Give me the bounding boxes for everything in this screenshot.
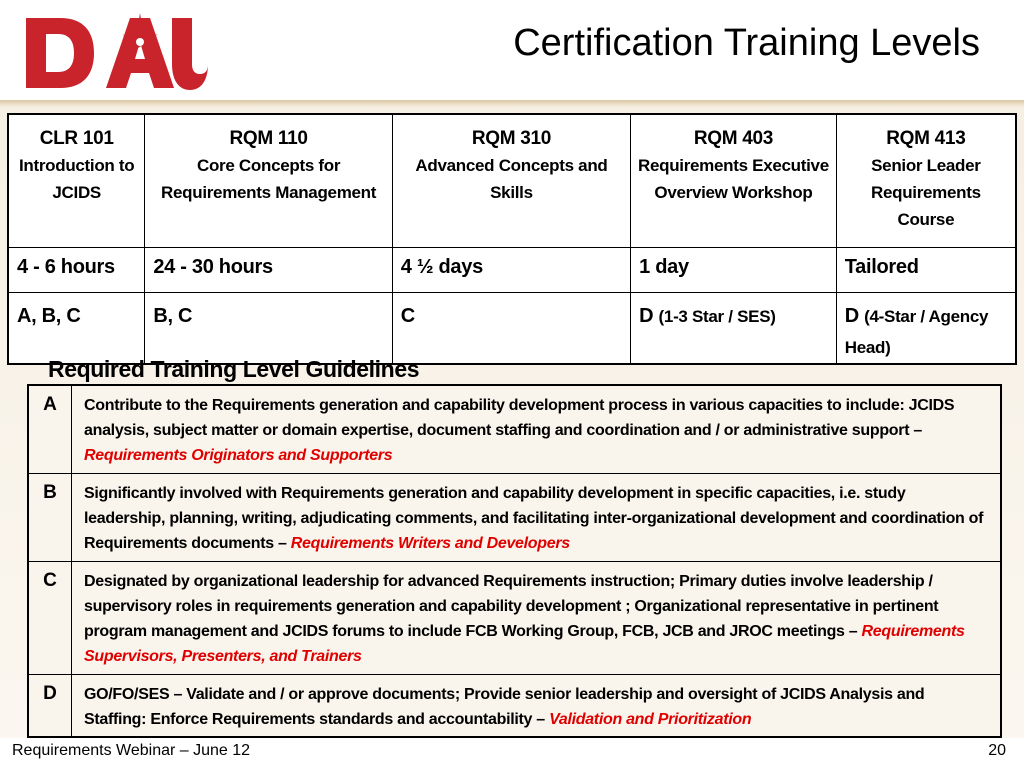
course-cell xyxy=(392,114,630,248)
course-code: RQM 413 xyxy=(886,128,966,149)
guidelines-table xyxy=(27,384,1002,738)
footer-title: Requirements Webinar – June 12 xyxy=(12,742,251,759)
guideline-description: Contribute to the Requirements generation and capability development process in various capacities to include: JCIDS analysis, subject matter or domain expertise, document staffing and coordination and / or administrative support – xyxy=(84,397,955,439)
guideline-description: Designated by organizational leadership for advanced Requirements instruction; Primary duties involve leadership / supervisory roles in requirements generation and capability development ; Organizational representative in pertinent program management and JCIDS forums to include FCB Working Group, FCB, JCB and JROC meetings – xyxy=(84,572,939,640)
level-cell xyxy=(631,293,837,365)
duration-cell: 24 - 30 hours xyxy=(145,248,392,293)
guideline-role: Requirements Supervisors, Presenters, and Trainers xyxy=(84,622,965,665)
course-cell xyxy=(836,114,1016,248)
duration-cell: 1 day xyxy=(631,248,837,293)
course-cell xyxy=(631,114,837,248)
course-code: RQM 403 xyxy=(693,128,774,149)
level-cell xyxy=(836,293,1016,365)
level-row xyxy=(8,293,1016,365)
level-cell xyxy=(392,293,630,365)
course-levels-table xyxy=(7,113,1017,365)
header-divider xyxy=(0,100,1024,108)
level-value: D xyxy=(639,305,654,327)
guideline-letter: D xyxy=(28,674,72,737)
guideline-description: GO/FO/SES – Validate and / or approve documents; Provide senior leadership and oversight of JCIDS Analysis and Staffing: Enforce Requirements standards and accountability – xyxy=(84,685,925,728)
guideline-text xyxy=(72,561,1002,674)
duration-row xyxy=(8,248,1016,293)
dau-logo xyxy=(22,12,208,94)
guideline-row xyxy=(28,561,1001,674)
course-cell xyxy=(8,114,145,248)
level-note: (1-3 Star / SES) xyxy=(658,307,776,326)
guideline-role: Requirements Originators and Supporters xyxy=(84,447,393,464)
duration-cell: 4 - 6 hours xyxy=(8,248,145,293)
slide-title: Certification Training Levels xyxy=(513,22,980,64)
guideline-letter: B xyxy=(28,473,72,561)
course-header-row xyxy=(8,114,1016,248)
guideline-letter: A xyxy=(28,385,72,473)
course-description: Core Concepts for Requirements Management xyxy=(161,156,377,202)
level-value: A, B, C xyxy=(17,305,81,327)
guideline-text xyxy=(72,473,1002,561)
level-cell xyxy=(145,293,392,365)
guideline-row xyxy=(28,473,1001,561)
duration-cell: Tailored xyxy=(836,248,1016,293)
course-description: Senior Leader Requirements Course xyxy=(870,156,981,229)
course-cell xyxy=(145,114,392,248)
course-description: Introduction to JCIDS xyxy=(18,156,135,202)
guideline-text xyxy=(72,385,1002,473)
guideline-text xyxy=(72,674,1002,737)
guideline-role: Requirements Writers and Developers xyxy=(290,534,570,552)
level-value: B, C xyxy=(153,305,193,327)
guidelines-heading: Required Training Level Guidelines xyxy=(48,356,420,382)
level-note: (4-Star / Agency Head) xyxy=(844,307,989,357)
level-value: C xyxy=(400,305,415,327)
guideline-row xyxy=(28,385,1001,473)
guideline-role: Validation and Prioritization xyxy=(549,710,752,728)
guideline-row xyxy=(28,674,1001,737)
course-description: Requirements Executive Overview Workshop xyxy=(637,156,829,202)
guideline-description: Significantly involved with Requirements generation and capability development in specific capacities, i.e. study leadership, planning, writing, adjudicating comments, and facilitating inter-organizational development and coordination of Requirements documents – xyxy=(84,484,984,552)
duration-cell: 4 ½ days xyxy=(392,248,630,293)
level-value: D xyxy=(844,305,859,327)
level-cell xyxy=(8,293,145,365)
guideline-letter: C xyxy=(28,561,72,674)
course-code: RQM 310 xyxy=(471,128,552,149)
course-code: RQM 110 xyxy=(229,128,308,149)
course-code: CLR 101 xyxy=(39,128,114,149)
course-description: Advanced Concepts and Skills xyxy=(415,156,608,202)
page-number: 20 xyxy=(988,742,1006,759)
